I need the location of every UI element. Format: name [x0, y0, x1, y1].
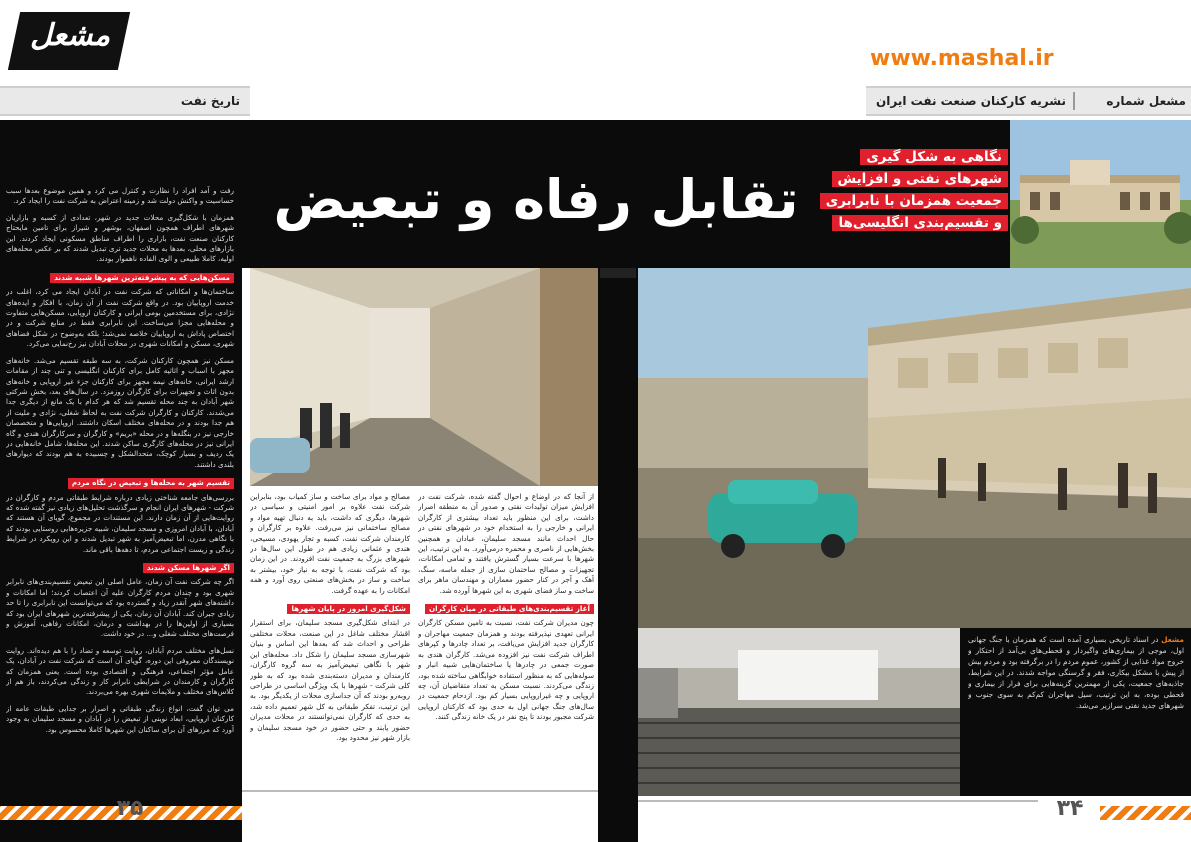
logo: مشعل [29, 18, 111, 53]
page-number-right: ۳۴ [1056, 796, 1084, 821]
section-heading: تقسیم شهر به محله‌ها و تبعیض در نگاه مردم [68, 478, 234, 488]
publication-name: نشریه کارکنان صنعت نفت ایران [876, 94, 1066, 108]
paragraph: نسل‌های مختلف مردم آبادان، روایت توسعه و تضاد را با هم دیده‌اند. روایت نویسندگان معروفی این دوره، گویای آن است که شرکت نفت در آبادان، یک عامل مؤثر اجتماعی، فرهنگی و اقتصادی بوده است. یعنی همزمان که کارگران و کارمندان در شرایطی نابرابر کار و زندگی می‌کردند، باز هم از کلاس‌های مختلف و ملایمات شهری بهره می‌بردند. [6, 645, 234, 697]
paragraph: می توان گفت، انواع زندگی طبقاتی و اصرار بر جدایی طبقات عامه از کارکنان اروپایی، ابعاد نوینی از تبعیض را در آبادان و مسجد سلیمان به وجود آورد که مرزهای آن برای ساکنان این شهرها کاملا محسوس بود. [6, 703, 234, 734]
article-subtitle [812, 146, 1008, 234]
section-label: تاریخ نفت [180, 94, 240, 108]
paragraph: در ابتدای شکل‌گیری مسجد سلیمان، برای استقرار اقشار مختلف شاغل در این صنعت، محلات مختلفی طراحی و احداث شد که بعدها این اساس و بنیان شهرسازی مسجد سلیمان را شکل داد. محله‌های این شهر با نگاهی تبعیض‌آمیز به سه گروه کارگران، کارمندان و مدیران دسته‌بندی شده بود که به طور کلی شرکت - شهرها با یک ویژگی اساسی در طراحی روبه‌رو بودند که آن جداسازی محلات از یکدیگر بود. به این ترتیب، تفکر طبقاتی به کل شهر تعمیم داده شد، به حدی که کارگران نمی‌توانستند در محلات مدیران حضور یابند و حتی حضور در خود مسجد سلیمان و بازار شهر نیز محدود بود. [250, 618, 410, 742]
footer-rule-left [242, 790, 598, 792]
caption-label: مشعل [1161, 635, 1184, 644]
alley-photo [250, 268, 598, 486]
section-heading: شکل‌گیری امروز در پایان شهرها [287, 604, 410, 614]
issue-number: مشعل شماره [1106, 94, 1186, 108]
footer-stripe-right [1100, 806, 1191, 820]
paragraph: مصالح و مواد برای ساخت و ساز کمیاب بود، بنابراین شرکت نفت علاوه بر امور امنیتی و سیاسی در شهرها، دیگری که داشت، باید به دنبال تهیه مواد و مصالح ساختمانی نیز می‌رفت. علاوه بر کارگران و کارمندان شرکت نفت، کسبه و تجار یهودی، مسیحی، هندی و عثمانی زیادی هم در طول این سال‌ها در شهرهای بزرگ به جمعیت نفت افزودند. در این زمان بود که شرکت نفت، با توجه به نیاز خود، بیشتر به ساخت و ساز در بخش‌های صنعتی روی آورد و همه امکانات را به عهده گرفت. [250, 492, 410, 595]
subtitle-line: نگاهی به شکل گیری [860, 149, 1008, 165]
subtitle-line: جمعیت همزمان با نابرابری [820, 193, 1008, 209]
paragraph: ساختمان‌ها و امکاناتی که شرکت نفت در آبادان ایجاد می کرد، اغلب در خدمت اروپاییان بود. در واقع شرکت نفت از آن زمان، با افکار و ایده‌های نژادی، برای مستخدمین بومی ایرانی و کارکنان اروپایی، مسکن‌هایی متفاوت و محله‌هایی مجزا می‌ساخت. این نابرابری فقط در منابع شرکت و در اختصاص پاداش به اروپاییان خلاصه نمی‌شد؛ بلکه به‌وضوح در شکل فضاهای شهری، مسکن و امکانات شهری در محلات آبادان نیز رخ‌نمایی می‌کرد. [6, 287, 234, 349]
middle-text-column-right [418, 492, 594, 774]
left-text-column [6, 186, 234, 776]
street-photo [638, 268, 1191, 628]
section-heading: مسکن‌هایی که به پیشرفته‌ترین شهرها شبیه شدند [50, 273, 234, 283]
building-photo [1010, 120, 1191, 268]
caption-text: در اسناد تاریخی بسیاری آمده است که همزمان با جنگ جهانی اول، موجی از بیماری‌های واگیردار و قحطی‌های بی‌آمد از احتکار و خروج مواد غذایی از کشور، عموم مردم را در برگرفته بود و مردم بیش از پیش با مشکل بیکاری، فقر و گرسنگی مواجه شدند. در این شرایط، جاذبه‌های جمعیت، یکی از مهمترین گزینه‌هایی برای فرار از بیماری و قحطی بوده، به این ترتیب، سیل مهاجران کم‌کم به سوی جنوب و شهرهای جدید نفتی سرازیر می‌شد. [968, 635, 1184, 710]
paragraph: بررسی‌های جامعه شناختی زیادی درباره شرایط طبقاتی مردم و کارگران در شرکت - شهرهای ایران انجام و سرگذشت تحلیل‌های زیادی نیز گفته شده که روایت‌هایی از آن زمان دارند. این مستندات در مجموع، گویای آن هستند که آبادان، با آبادان امروزی و مسجد سلیمان، شبیه جزیره‌هایی روستایی بودند که با نگاهی مدرن، اما تبعیض‌آمیز به شهر تبدیل شدند و این رویکرد در شرایط زندگی و زیست اجتماعی مردم، تا دهه‌ها باقی ماند. [6, 492, 234, 554]
page-number-left: ۳۵ [116, 796, 144, 821]
section-heading: آغاز تقسیم‌بندی‌های طبقاتی در میان کارگران [425, 604, 594, 614]
site-url[interactable]: www.mashal.ir [870, 46, 1054, 71]
paragraph: رفت و آمد افراد را نظارت و کنترل می کرد و همین موضوع بعدها سبب حساسیت و واکنش دولت شد و زمینه اعتراض به شرکت نفت را ایجاد کرد. [6, 186, 234, 206]
photo-caption [968, 634, 1184, 784]
paragraph: همزمان با شکل‌گیری محلات جدید در شهر، تعدادی از کسبه و بازاریان شهرهای اطراف همچون اصفهان، بوشهر و شیراز برای تامین مایحتاج کارکنان صنعت نفت، بازاری را اطراف مناطق مسکونی ایجاد کردند. این بازارهای محلی، بعدها به محلات جدید تری تبدیل شدند که بر عکس محله‌های اولیه، کاملا طبیعی و الوی الفاده ناهموار بودند. [6, 212, 234, 264]
gutter-decoration [600, 268, 636, 278]
header-divider [1073, 92, 1075, 110]
paragraph: از آنجا که در اوضاع و احوال گفته شده، شرکت نفت در افزایش میزان تولیدات نفتی و صدور آن به منطقه اصرار داشت، برای این منظور باید تعداد بیشتری از کارگران ایرانی و خارجی را به استخدام خود در شهرهای نفتی در حال احداث مانند مسجد سلیمان، عبادان و همچنین بخش‌هایی از ناصری و محمره درمی‌آورد. به این ترتیب، این شهرها با سرعت بسیار گسترش یافتند و تمامی امکانات، تجهیزات و مصالح ساختمان سازی از جمله ماسه، سنگ، آهک و آجر در کنار حضور معماران و مهندسان ماهر برای ساخت و ساز فضای شهری به این شهرها آورده شد. [418, 492, 594, 595]
paragraph: چون مدیران شرکت نفت، نسبت به تامین مسکن کارگران ایرانی تعهدی نپذیرفته بودند و همزمان جمعیت مهاجران و کارگران جدید افزایش می‌یافت، بر تعداد چادرها و کپرهای اطراف شرکت نفت نیز افزوده می‌شد. کارگران هندی به صورت جمعی در چادرها یا ساختمان‌هایی شبیه انبار و سوله‌هایی که به منظور استفاده خوابگاهی ساخته شده بود، زندگی می‌کردند. نسبت مسکن به تعداد متقاضیان آن، چه اروپایی و چه غیراروپایی بسیار کم بود. ازدحام جمعیت در سال‌های جنگ جهانی اول به حدی بود که کارکنان اروپایی شرکت مجبور بودند تا پنج نفر در یک خانه زندگی کنند. [418, 618, 594, 722]
paragraph: اگر چه شرکت نفت آن زمان، عامل اصلی این تبعیض تقسیم‌بندی‌های نابرابر شهری بود و چندان مردم کارگران علیه آن اعتصاب کردند؛ اما امکانات و داشته‌های شهر آنقدر زیاد و گسترده بود که می‌توانست این نابرابری را تا حد زیادی جبران کند. آبادان آن زمان، یکی از پیشرفته‌ترین شهرهای ایران بود که بسیاری از اولین‌ها را در بهداشت و درمان، امکانات رفاهی، آموزش و فرصت‌های مختلف شغلی و... در خود داشت. [6, 577, 234, 639]
cinema-photo [638, 628, 960, 796]
subtitle-line: و تقسیم‌بندی انگلیسی‌ها [832, 215, 1008, 231]
subtitle-line: شهرهای نفتی و افزایش [832, 171, 1008, 187]
middle-text-column-left [250, 492, 410, 774]
article-title: تقابل رفاه و تبعیض [273, 168, 799, 231]
gutter-panel [598, 268, 638, 842]
section-heading: اگر شهرها مسکن شدند [143, 563, 234, 573]
paragraph: مسکن نیز همچون کارکنان شرکت، به سه طبقه تقسیم می‌شد. خانه‌های مجهز با اسباب و اثاثیه کامل برای کارکنان انگلیسی و تنی چند از مقامات ارشد ایرانی، خانه‌های نیمه مجهز برای کارکنان جزء غیر اروپایی و خانه‌های بدون اثاث و تجهیزات برای کارگران روزمزد. در سال‌های بعد، بخش شرکتی شهر آبادان به چند محله تقسیم شد که هر کدام با یک مانع از دیگری جدا می‌شدند. کارکنان و کارگران شرکت نفت به لحاظ شغلی، نژادی و ملیت از هم جدا بودند و در محله‌های مختلف اسکان داشتند. اروپایی‌ها و متخصصان خارجی نیز در بنگله‌ها و در محله «بریم» و کارگران و سرکارگران هندی و گاه ایرانی نیز در محله‌های کارگری ساکن شدند. این محله‌ها، شامل خانه‌هایی در یک ردیف و بسیار کوچک، متحدالشکل و چسبیده به هم بودند که دیوارهای بلندی داشتند. [6, 355, 234, 469]
footer-rule-right [638, 800, 1038, 802]
